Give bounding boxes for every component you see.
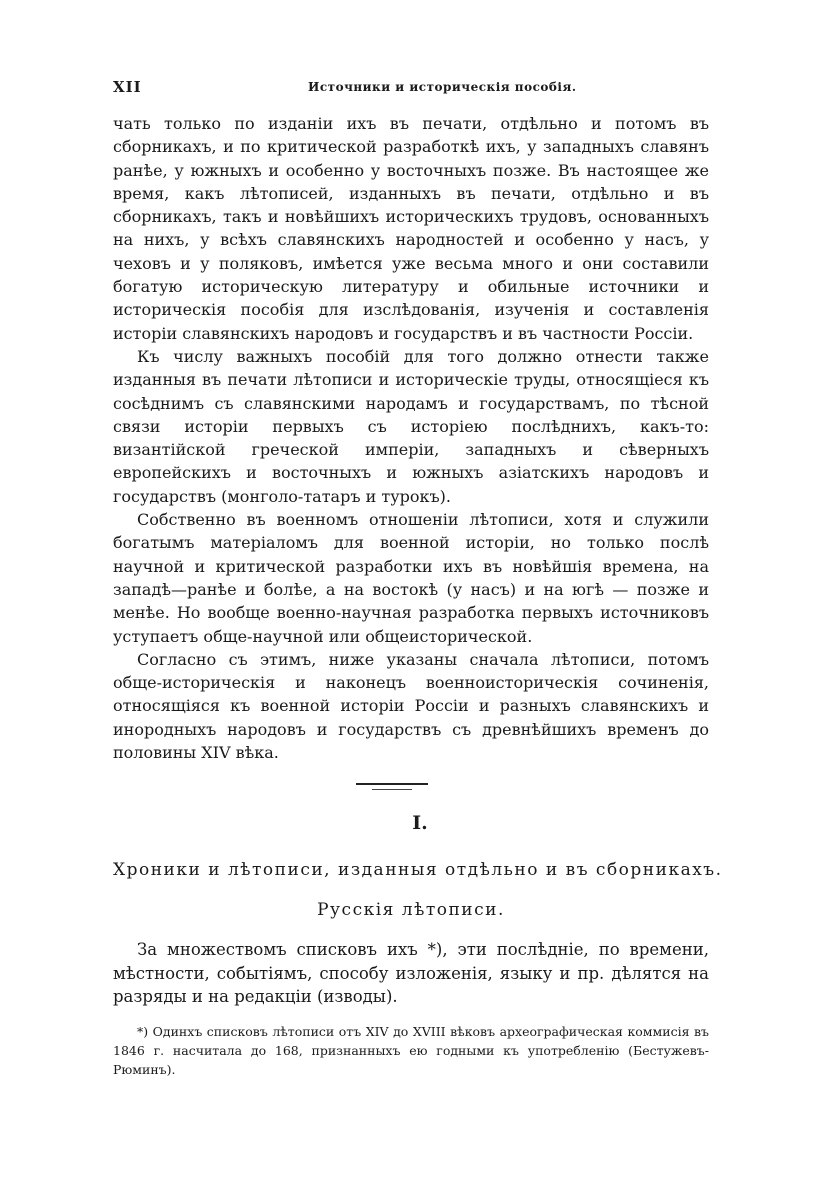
paragraph-continued: чать только по изданіи ихъ въ печати, отдѣльно и потомъ въ сборникахъ, и по критической разработкѣ ихъ, у западныхъ славянъ ранѣе, у южныхъ и особенно у восточныхъ позже. Въ настоящее же время, какъ лѣтописей, изданныхъ въ печати, отдѣльно и въ сборникахъ, такъ и новѣйшихъ историческихъ трудовъ, основанныхъ на нихъ, у всѣхъ славянскихъ народностей и особенно у насъ, у чеховъ и у поляковъ, имѣется уже весьма много и они составили богатую историческую литературу и обильные источники и историческія пособія для изслѣдованія, изученія и составленія исторіи славянскихъ народовъ и государствъ и въ частности Россіи.: [113, 114, 709, 343]
footnote: [113, 1022, 709, 1079]
paragraph: Согласно съ этимъ, ниже указаны сначала лѣтописи, потомъ обще-историческія и наконецъ военноисторическія сочиненія, относящіяся къ военной исторіи Россіи и разныхъ славянскихъ и инородныхъ народовъ и государствъ съ древнѣйшихъ временъ до половины XIV вѣка.: [113, 649, 709, 763]
footnote-text: *) Одинхъ списковъ лѣтописи отъ XIV до XVIII вѣковъ археографическая коммисія въ 1846 г. насчитала до 168, признанныхъ ею годными къ употребленію (Бестужевъ-Рюминъ).: [113, 1024, 709, 1077]
paragraph: Собственно въ военномъ отношеніи лѣтописи, хотя и служили богатымъ матеріаломъ для военной исторіи, но только послѣ научной и критической разработки ихъ въ новѣйшія времена, на западѣ—ранѣе и болѣе, а на востокѣ (у насъ) и на югѣ — позже и менѣе. Но вообще военно-научная разработка первыхъ источниковъ уступаетъ обще-научной или общеисторической.: [113, 510, 709, 646]
section-divider-thin: [372, 789, 412, 790]
subsection-title: Русскія лѣтописи.: [317, 900, 505, 920]
section-divider: [356, 783, 428, 785]
section-number: I.: [412, 812, 428, 834]
page-number: XII: [113, 78, 142, 96]
page-header: [113, 78, 709, 98]
section-title: Хроники и лѣтописи, изданныя отдѣльно и въ сборникахъ.: [113, 860, 723, 880]
running-head: Источники и историческія пособія.: [308, 80, 577, 94]
section-text: [113, 938, 709, 1009]
paragraph: Къ числу важныхъ пособій для того должно отнести также изданныя въ печати лѣтописи и историческіе труды, относящіеся къ сосѣднимъ съ славянскими народамъ и государствамъ, по тѣсной связи исторіи первыхъ съ исторіею послѣднихъ, какъ-то: византійской греческой имперіи, западныхъ и сѣверныхъ европейскихъ и восточныхъ и южныхъ азіатскихъ народовъ и государствъ (монголо-татаръ и турокъ).: [113, 346, 709, 506]
main-text: [113, 112, 709, 764]
paragraph: За множествомъ списковъ ихъ *), эти послѣдніе, по времени, мѣстности, событіямъ, способу изложенія, языку и пр. дѣлятся на разряды и на редакціи (изводы).: [113, 940, 709, 1006]
